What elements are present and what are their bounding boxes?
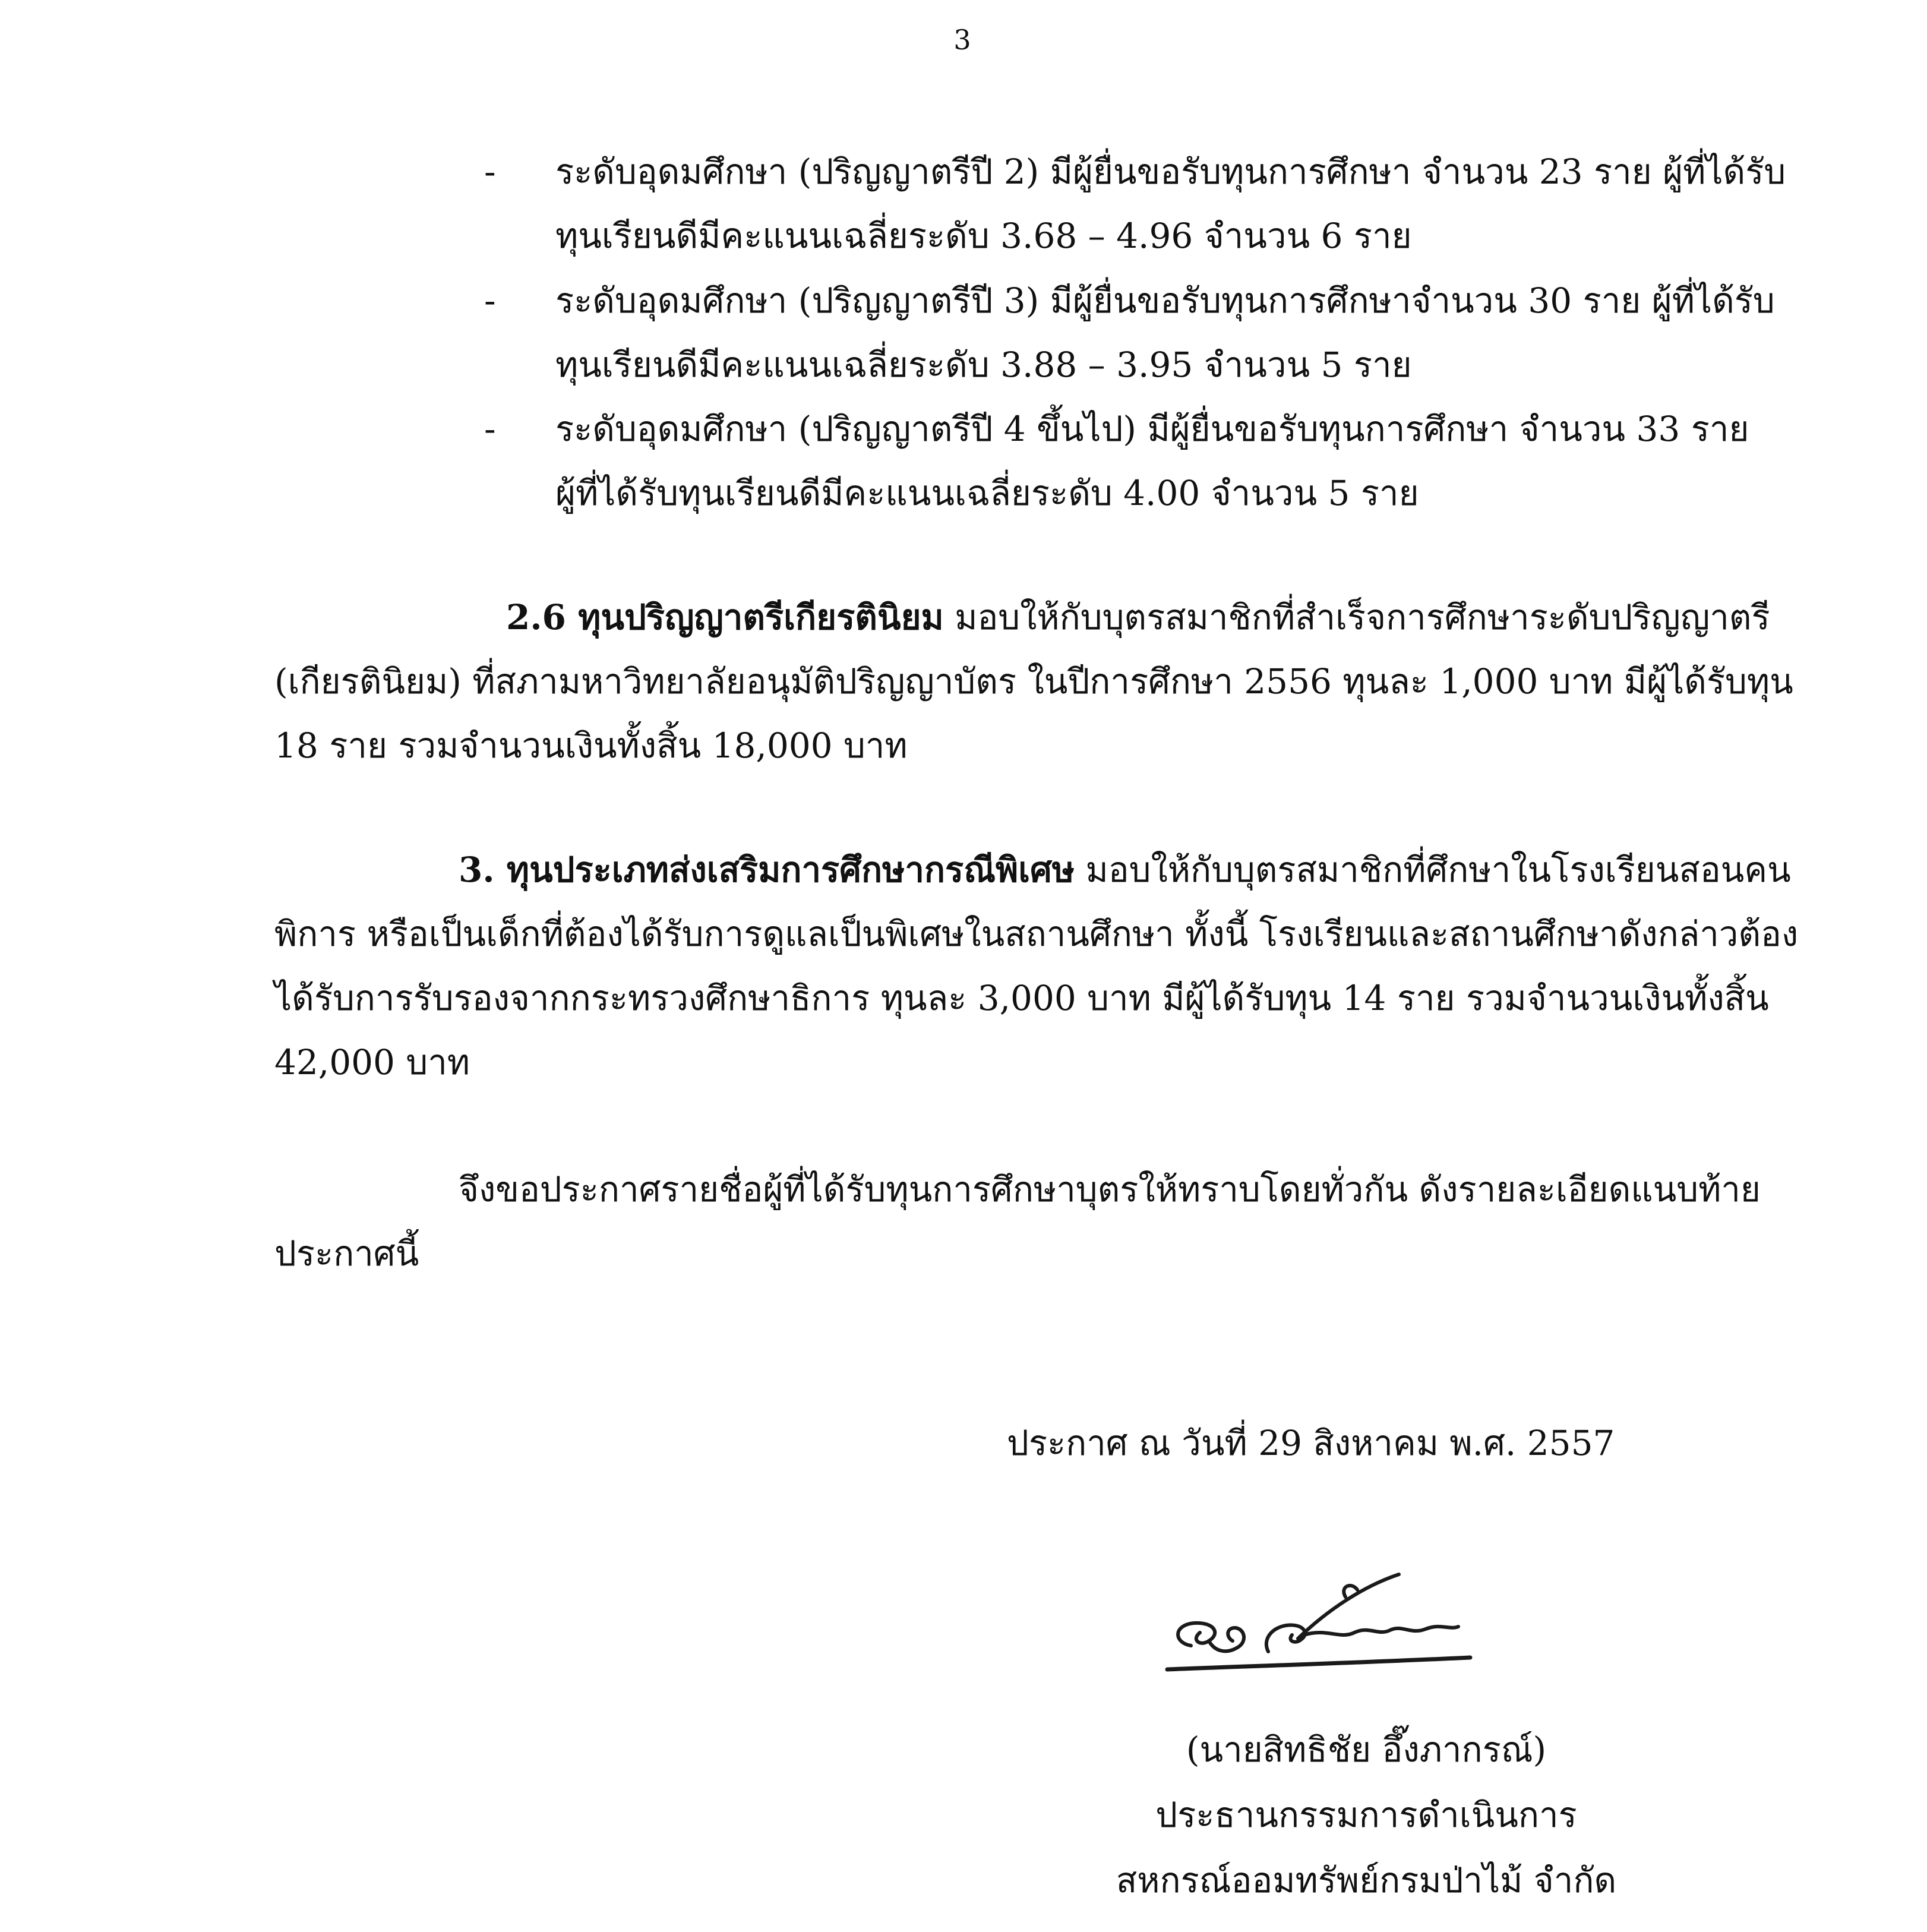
bullet-line: ระดับอุดมศึกษา (ปริญญาตรีปี 3) มีผู้ยื่นขอรับทุนการศึกษาจำนวน 30 ราย ผู้ที่ได้รับ [555, 280, 1775, 321]
signatory-organization: สหกรณ์ออมทรัพย์กรมป่าไม้ จำกัด [1116, 1860, 1617, 1901]
section-3-line-4: 42,000 บาท [274, 1042, 470, 1082]
bullet-line: ระดับอุดมศึกษา (ปริญญาตรีปี 4 ขึ้นไป) มีผู้ยื่นขอรับทุนการศึกษา จำนวน 33 ราย [555, 409, 1749, 449]
bullet-line: ผู้ที่ได้รับทุนเรียนดีมีคะแนนเฉลี่ยระดับ 4.00 จำนวน 5 ราย [555, 473, 1419, 513]
announcement-date: ประกาศ ณ วันที่ 29 สิงหาคม พ.ศ. 2557 [1007, 1423, 1615, 1463]
section-2-6-paragraph [274, 585, 1801, 787]
section-3-line-3: ได้รับการรับรองจากกระทรวงศึกษาธิการ ทุนละ 3,000 บาท มีผู้ได้รับทุน 14 ราย รวมจำนวนเงินทั้งสิ้น [274, 978, 1769, 1018]
signatory-title: ประธานกรรมการดำเนินการ [1155, 1795, 1577, 1835]
closing-line-1: จึงขอประกาศรายชื่อผู้ที่ได้รับทุนการศึกษาบุตรให้ทราบโดยทั่วกัน ดังรายละเอียดแนบท้าย [459, 1169, 1761, 1210]
section-2-6-line-1 [506, 585, 1770, 649]
section-3-paragraph [274, 838, 1801, 1105]
section-3-text: มอบให้กับบุตรสมาชิกที่ศึกษาในโรงเรียนสอนคน [1075, 850, 1791, 890]
section-2-6-heading: 2.6 ทุนปริญญาตรีเกียรตินิยม [506, 597, 944, 637]
section-3-line-2: พิการ หรือเป็นเด็กที่ต้องได้รับการดูแลเป็นพิเศษในสถานศึกษา ทั้งนี้ โรงเรียนและสถานศึกษาดังกล่าวต้อง [274, 914, 1799, 954]
signatory-block [980, 1717, 1752, 1913]
closing-paragraph [274, 1157, 1801, 1294]
bullet-line: ทุนเรียนดีมีคะแนนเฉลี่ยระดับ 3.88 – 3.95 จำนวน 5 ราย [555, 345, 1412, 385]
bullet-dash: - [484, 409, 496, 449]
section-3-line-1 [459, 838, 1791, 902]
bullet-dash: - [484, 151, 496, 192]
handwritten-signature [1149, 1568, 1482, 1693]
section-2-6-text: มอบให้กับบุตรสมาชิกที่สำเร็จการศึกษาระดับปริญญาตรี [943, 597, 1770, 637]
closing-line-2: ประกาศนี้ [274, 1233, 419, 1274]
bullet-line: ทุนเรียนดีมีคะแนนเฉลี่ยระดับ 3.68 – 4.96 จำนวน 6 ราย [555, 216, 1412, 256]
page-number: 3 [953, 24, 971, 56]
section-2-6-line-2: (เกียรตินิยม) ที่สภามหาวิทยาลัยอนุมัติปริญญาบัตร ในปีการศึกษา 2556 ทุนละ 1,000 บาท มีผู้ได้รับทุน [274, 661, 1793, 702]
signatory-name: (นายสิทธิชัย อึ๊งภากรณ์) [1186, 1729, 1547, 1770]
section-3-heading: 3. ทุนประเภทส่งเสริมการศึกษากรณีพิเศษ [459, 850, 1075, 890]
bullet-dash: - [484, 280, 496, 321]
section-2-6-line-3: 18 ราย รวมจำนวนเงินทั้งสิ้น 18,000 บาท [274, 725, 908, 766]
bullet-line: ระดับอุดมศึกษา (ปริญญาตรีปี 2) มีผู้ยื่นขอรับทุนการศึกษา จำนวน 23 ราย ผู้ที่ได้รับ [555, 151, 1786, 192]
